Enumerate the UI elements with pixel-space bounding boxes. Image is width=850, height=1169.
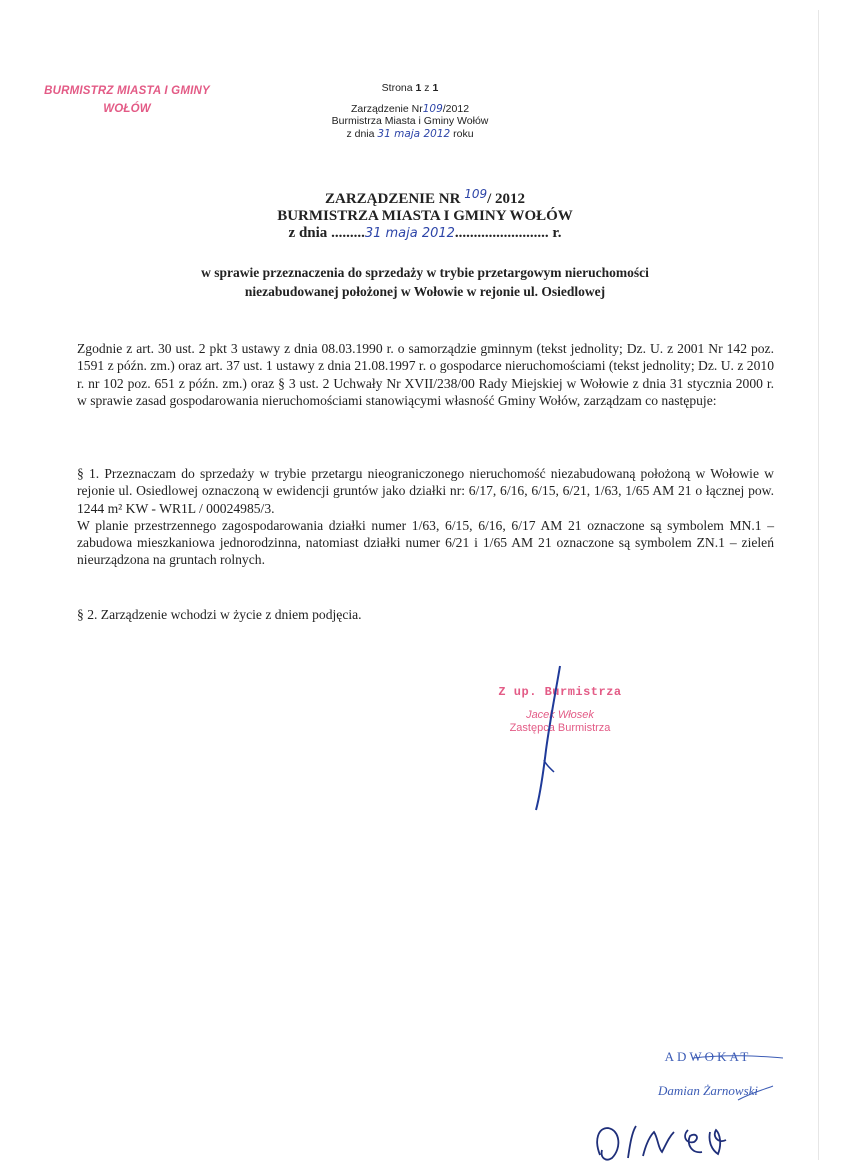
attorney-stamp: ADWOKAT Damian Żarnowski: [657, 1049, 759, 1098]
signature-stamp: Z up. Burmistrza Jacek Włosek Zastępca Burmistrza: [498, 685, 622, 734]
paragraph-legal-basis: Zgodnie z art. 30 ust. 2 pkt 3 ustawy z dnia 08.03.1990 r. o samorządzie gminnym (tekst jednolity; Dz. U. z 2001 Nr 142 poz. 1591 z późn. zm.) oraz art. 37 ust. 1 ustawy z dnia 21.08.1997 r. o gospodarce nieruchomościami (tekst jednolity; Dz. U. z 2010 r. nr 102 poz. 651 z późn. zm.) oraz § 3 ust. 2 Uchwały Nr XVII/238/00 Rady Miejskiej w Wołowie z dnia 31 stycznia 2000 r. w sprawie zasad gospodarowania nieruchomościami stanowiącymi własność Gminy Wołów, zarządzam co następuje:: [77, 341, 774, 408]
page-number: Strona 1 z 1: [381, 82, 439, 94]
office-stamp-line2: WOŁÓW: [103, 103, 151, 115]
paragraph-section-2: § 2. Zarządzenie wchodzi w życie z dniem podjęcia.: [77, 607, 362, 622]
title-line2: BURMISTRZA MIASTA I GMINY WOŁÓW: [277, 208, 573, 224]
office-stamp-line1: BURMISTRZ MIASTA I GMINY: [44, 85, 210, 97]
office-stamp: [22, 82, 232, 118]
header-authority-line: Burmistrza Miasta i Gminy Wołów: [331, 115, 489, 127]
handwritten-number: 109: [464, 187, 488, 201]
title-line1: ZARZĄDZENIE NR $^{109}$/ 2012: [324, 187, 526, 207]
header-date-line: z dnia 31 maja 2012 roku: [346, 127, 474, 140]
document-header: [290, 82, 530, 140]
handwritten-initials: [588, 1040, 788, 1165]
handwritten-number: 109: [422, 102, 443, 115]
handwritten-date: 31 maja 2012: [377, 127, 451, 140]
subject-line2: niezabudowanej położonej w Wołowie w rejonie ul. Osiedlowej: [244, 284, 606, 299]
handwritten-signature: [520, 660, 580, 820]
title-line3: z dnia .........31 maja 2012......................... r.: [288, 225, 562, 241]
document-title: [180, 186, 670, 242]
scan-edge: [818, 10, 819, 1160]
handwritten-date: 31 maja 2012: [364, 226, 455, 241]
header-order-line: Zarządzenie Nr109/2012: [350, 102, 470, 115]
subject-line1: w sprawie przeznaczenia do sprzedaży w trybie przetargowym nieruchomości: [201, 265, 649, 280]
document-subject: [80, 263, 770, 301]
paragraph-section-1: § 1. Przeznaczam do sprzedaży w trybie przetargu nieograniczonego nieruchomość niezabudowaną położoną w Wołowie w rejonie ul. Osiedlowej oznaczoną w ewidencji gruntów jako działki nr: 6/17, 6/16, 6/15, 6/21, 1/63, 1/65 AM 21 o łącznej pow. 1244 m² KW - WR1L / 00024985/3. W planie przestrzennego zagospodarowania działki numer 1/63, 6/15, 6/16, 6/17 AM 21 oznaczone są symbolem MN.1 – zabudowa mieszkaniowa jednorodzinna, natomiast działki numer 6/21 i 1/65 AM 21 oznaczone są symbolem ZN.1 – zieleń nieurządzona na gruntach rolnych.: [77, 466, 774, 568]
